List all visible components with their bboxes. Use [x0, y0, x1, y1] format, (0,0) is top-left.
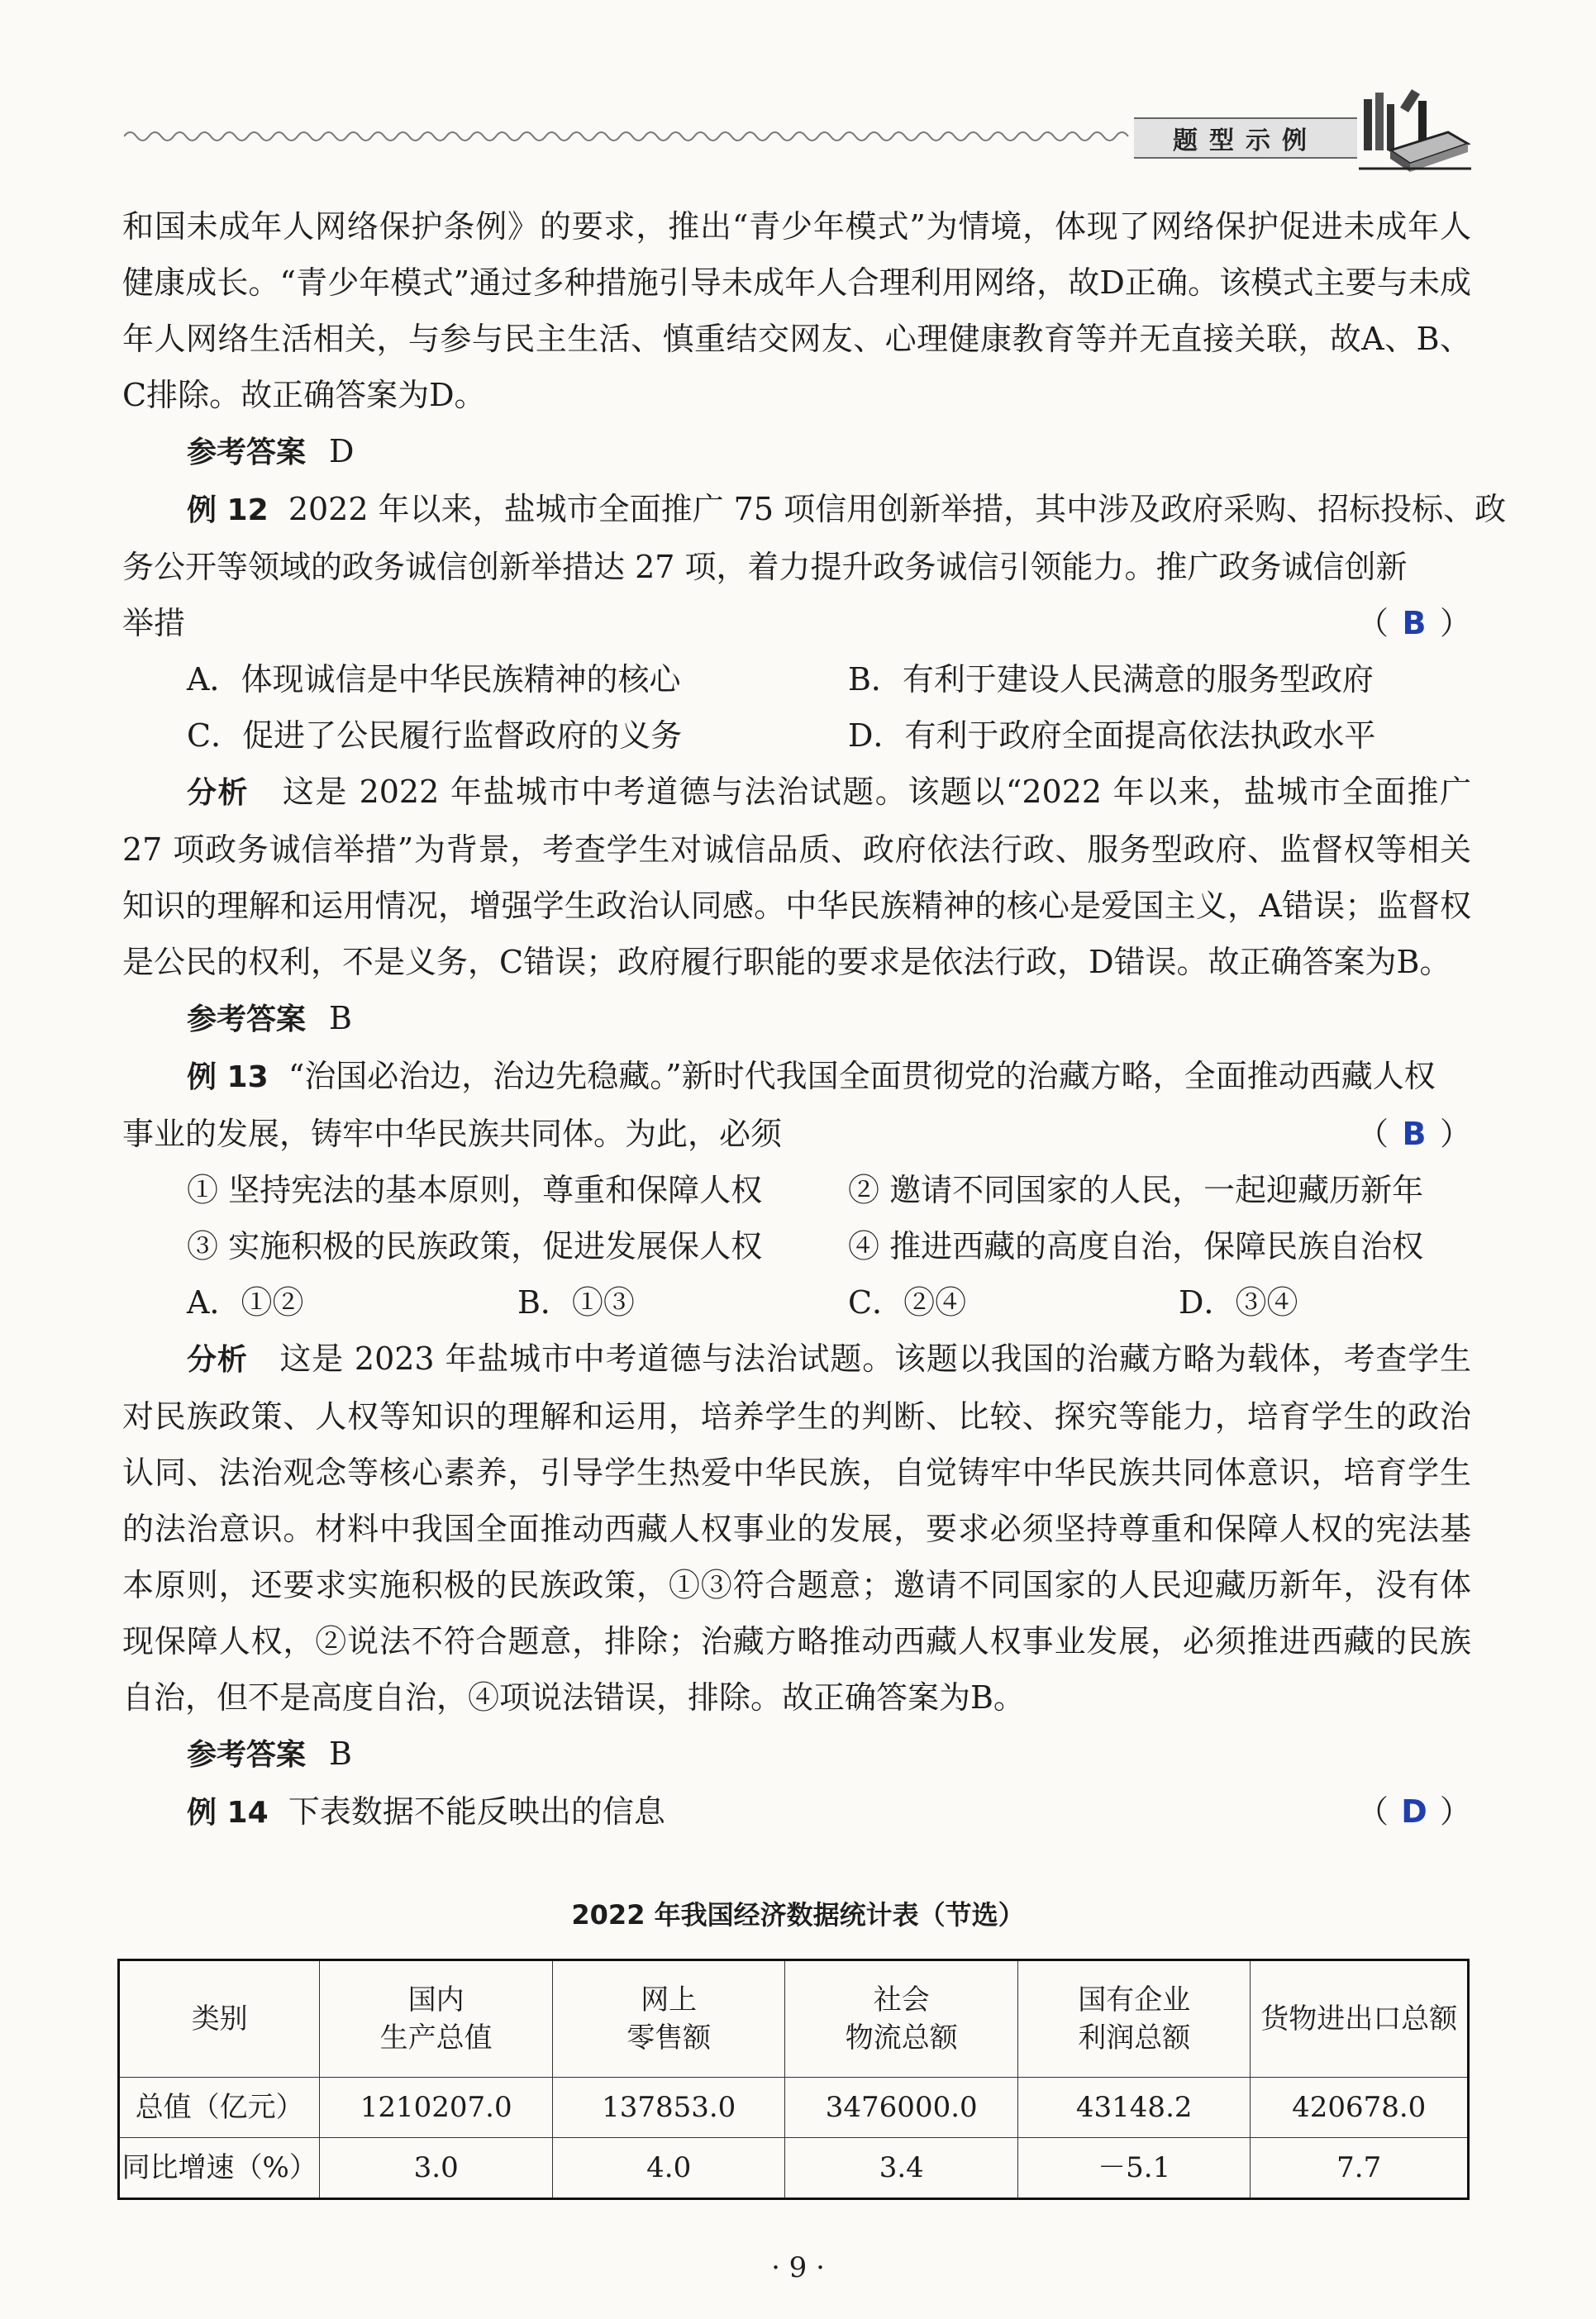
table-title: 2022 年我国经济数据统计表（节选）: [571, 1899, 1025, 1931]
ex13-option-a: A．①②: [187, 1284, 304, 1321]
page-number: · 9 ·: [771, 2251, 825, 2284]
ex12-stem-line3: [122, 595, 1471, 651]
header-wavy-rule: [124, 124, 1132, 149]
ex12-analysis-label: 分析: [187, 776, 250, 810]
ex14-bracket-close: ）: [1439, 1793, 1471, 1830]
header-online-retail-line1: 网上: [641, 1983, 698, 2017]
ex14-stem-text: 下表数据不能反映出的信息: [288, 1793, 665, 1830]
header-trade-total: [1251, 1960, 1469, 2078]
table-cell: 4.0: [552, 2138, 784, 2199]
ex12-option-d: D．有利于政府全面提高依法执政水平: [848, 717, 1376, 754]
table-row: [119, 2078, 1469, 2138]
table-cell: 总值（亿元）: [119, 2078, 320, 2138]
ex13-items-row2: [122, 1218, 1471, 1274]
header-logistics: [785, 1960, 1018, 2078]
table-cell: 43148.2: [1018, 2078, 1251, 2138]
ex13-item-3: ③ 实施积极的民族政策，促进发展保人权: [187, 1228, 763, 1264]
answer-value: B: [329, 1000, 352, 1036]
ex14-label: 例 14: [187, 1796, 269, 1830]
header-soe-profit-line1: 国有企业: [1078, 1983, 1191, 2017]
ex13-analysis: [122, 1331, 1471, 1726]
section-tab: 题型示例: [1134, 117, 1357, 159]
intro-paragraph: 和国未成年人网络保护条例》的要求，推出“青少年模式”为情境，体现了网络保护促进未成年人健康成长。“青少年模式”通过多种措施引导未成年人合理利用网络，故D正确。该模式主要与未成年人网络生活相关，与参与民主生活、慎重结交网友、心理健康教育等并无直接关联，故A、B、C排除。故正确答案为D。: [122, 208, 1471, 413]
ex14-answer-bracket: [1357, 1783, 1471, 1840]
ex14-bracket-open: （: [1356, 1793, 1389, 1830]
ex13-answer-line: [122, 1726, 1471, 1783]
header-gdp: [320, 1960, 553, 2078]
ex12-options-row2: [122, 707, 1471, 764]
header-category: [119, 1960, 320, 2078]
header-soe-profit-line2: 利润总额: [1078, 2021, 1191, 2055]
ex12-stem-text1: 2022 年以来，盐城市全面推广 75 项信用创新举措，其中涉及政府采购、招标投标、政: [288, 491, 1507, 527]
ex12-option-b: B．有利于建设人民满意的服务型政府: [848, 661, 1374, 698]
ex12-chosen-answer: B: [1402, 605, 1427, 641]
table-cell: 420678.0: [1251, 2078, 1469, 2138]
header-online-retail-line2: 零售额: [626, 2021, 712, 2055]
ex13-stem-text1: “治国必治边，治边先稳藏。”新时代我国全面贯彻党的治藏方略，全面推动西藏人权: [288, 1058, 1436, 1094]
ex13-options-row: [122, 1274, 1471, 1331]
ex12-bracket-open: （: [1356, 605, 1389, 641]
ex12-stem-line2: 务公开等领域的政务诚信创新举措达 27 项，着力提升政务诚信引领能力。推广政务诚信创新: [122, 549, 1408, 585]
ex12-bracket-close: ）: [1439, 605, 1471, 641]
ex13-analysis-label: 分析: [187, 1343, 248, 1377]
table-cell: 1210207.0: [320, 2078, 553, 2138]
header-online-retail: [552, 1960, 784, 2078]
ex13-option-b: B．①③: [517, 1284, 635, 1321]
header-gdp-line1: 国内: [407, 1983, 465, 2017]
table-cell: 3.0: [320, 2138, 553, 2199]
ex13-item-1: ① 坚持宪法的基本原则，尊重和保障人权: [187, 1172, 763, 1208]
table-cell: 7.7: [1251, 2138, 1469, 2199]
table-cell: 3.4: [785, 2138, 1018, 2199]
ex13-stem-line1: [122, 1048, 1471, 1106]
ex13-option-c: C．②④: [848, 1284, 967, 1321]
ex12-option-a: A．体现诚信是中华民族精神的核心: [187, 661, 681, 698]
table-cell: 同比增速（%）: [119, 2138, 320, 2199]
ex13-label: 例 13: [187, 1060, 269, 1094]
answer-label: 参考答案: [187, 436, 307, 469]
ex12-stem-line1: [122, 481, 1507, 539]
ex13-items-row1: [122, 1162, 1471, 1218]
answer-label: 参考答案: [187, 1738, 307, 1772]
ex12-label: 例 12: [187, 493, 269, 527]
header-logistics-line2: 物流总额: [845, 2021, 958, 2055]
ex12-analysis: [122, 764, 1471, 990]
answer-value: D: [329, 433, 355, 469]
table-cell: 3476000.0: [785, 2078, 1018, 2138]
ex13-answer-bracket: [1357, 1106, 1471, 1162]
ex12-option-c: C．促进了公民履行监督政府的义务: [187, 717, 683, 754]
ex12-options-row1: [122, 651, 1471, 707]
table-cell: 137853.0: [552, 2078, 784, 2138]
ex13-analysis-text: 这是 2023 年盐城市中考道德与法治试题。该题以我国的治藏方略为载体，考查学生对民族政策、人权等知识的理解和运用，培养学生的判断、比较、探究等能力，培育学生的政治认同、法治观念等核心素养，引导学生热爱中华民族，自觉铸牢中华民族共同体意识，培育学生的法治意识。材料中我国全面推动西藏人权事业的发展，要求必须坚持尊重和保障人权的宪法基本原则，还要求实施积极的民族政策，①③符合题意；邀请不同国家的人民迎藏历新年，没有体现保障人权，②说法不符合题意，排除；治藏方略推动西藏人权事业发展，必须推进西藏的民族自治，但不是高度自治，④项说法错误，排除。故正确答案为B。: [122, 1340, 1471, 1716]
ex13-item-4: ④ 推进西藏的高度自治，保障民族自治权: [848, 1228, 1424, 1264]
books-icon: [1357, 83, 1473, 174]
intro-section: [122, 198, 1507, 1841]
header-category-text: 类别: [191, 2002, 248, 2036]
ex13-option-d: D．③④: [1179, 1284, 1298, 1321]
ex13-chosen-answer: B: [1402, 1116, 1427, 1152]
header-gdp-line2: 生产总值: [379, 2021, 493, 2055]
ex12-stem-text3: 举措: [122, 605, 186, 641]
ex14-stem-line: [122, 1783, 1471, 1841]
header-logistics-line1: 社会: [873, 1983, 930, 2017]
ex13-item-2: ② 邀请不同国家的人民，一起迎藏历新年: [848, 1172, 1424, 1208]
economic-data-table: [117, 1959, 1470, 2200]
table-cell: －5.1: [1018, 2138, 1251, 2199]
ex12-analysis-text: 这是 2022 年盐城市中考道德与法治试题。该题以“2022 年以来，盐城市全面推广 27 项政务诚信举措”为背景，考查学生对诚信品质、政府依法行政、服务型政府、监督权等相关知识的理解和运用情况，增强学生政治认同感。中华民族精神的核心是爱国主义，A错误；监督权是公民的权利，不是义务，C错误；政府履行职能的要求是依法行政，D错误。故正确答案为B。: [122, 774, 1471, 980]
ex13-bracket-close: ）: [1439, 1116, 1471, 1152]
ex13-stem-line2: [122, 1106, 1471, 1162]
header-trade-total-text: 货物进出口总额: [1260, 2002, 1458, 2036]
header-soe-profit: [1018, 1960, 1251, 2078]
answer-value: B: [329, 1736, 352, 1772]
ex13-bracket-open: （: [1356, 1116, 1389, 1152]
ex13-stem-text2: 事业的发展，铸牢中华民族共同体。为此，必须: [122, 1116, 783, 1152]
table-header-row: [119, 1960, 1469, 2078]
table-row: [119, 2138, 1469, 2199]
ex14-chosen-answer: D: [1401, 1793, 1427, 1830]
intro-answer-line: [122, 423, 1471, 481]
ex12-answer-line: [122, 990, 1471, 1048]
answer-label: 参考答案: [187, 1002, 307, 1036]
ex12-answer-bracket: [1357, 595, 1471, 651]
